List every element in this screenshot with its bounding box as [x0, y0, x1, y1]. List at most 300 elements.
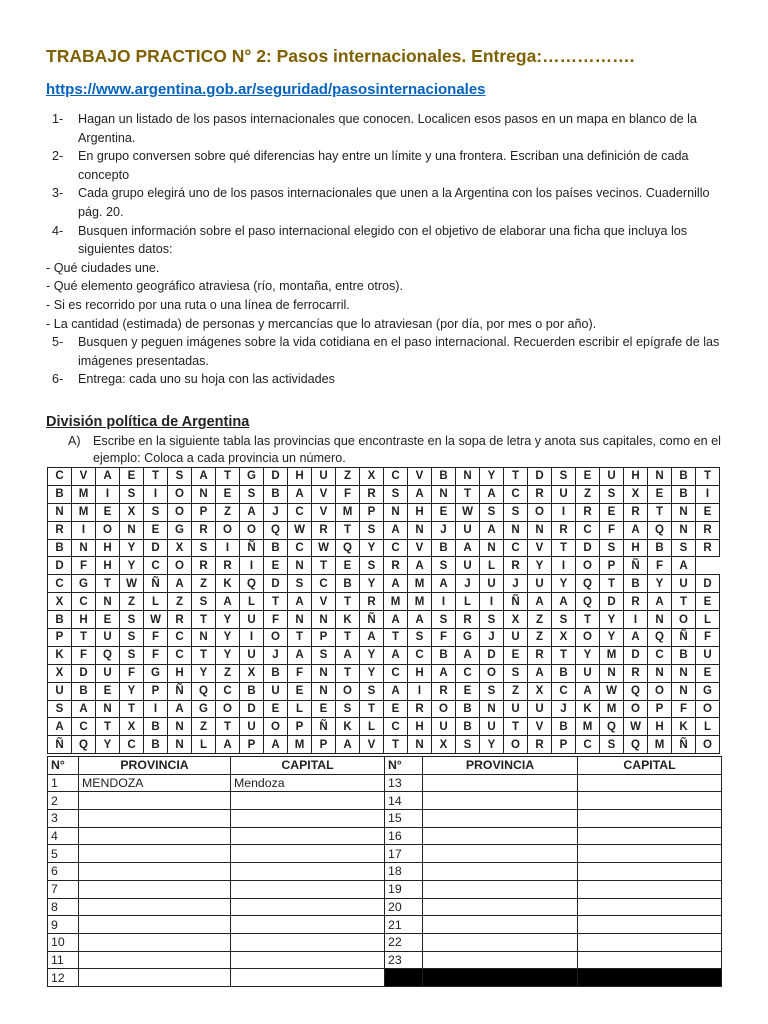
word-search-cell[interactable]: H [624, 468, 648, 486]
word-search-cell[interactable]: L [360, 718, 384, 736]
word-search-cell[interactable]: D [264, 575, 288, 593]
word-search-cell[interactable]: U [552, 485, 576, 503]
word-search-cell[interactable]: N [672, 521, 696, 539]
word-search-cell[interactable]: B [264, 664, 288, 682]
word-search-cell[interactable]: B [144, 736, 168, 754]
word-search-cell[interactable]: V [408, 468, 432, 486]
word-search-cell[interactable]: J [504, 575, 528, 593]
word-search-cell[interactable]: F [72, 557, 96, 575]
word-search-cell[interactable]: A [96, 468, 120, 486]
word-search-cell[interactable]: Ñ [168, 682, 192, 700]
word-search-cell[interactable]: Q [576, 593, 600, 611]
word-search-cell[interactable]: O [576, 557, 600, 575]
word-search-cell[interactable]: B [432, 646, 456, 664]
word-search-cell[interactable]: I [696, 485, 720, 503]
word-search-cell[interactable]: X [48, 593, 72, 611]
word-search-cell[interactable]: O [168, 557, 192, 575]
word-search-cell[interactable]: A [528, 664, 552, 682]
word-search-cell[interactable]: W [624, 718, 648, 736]
word-search-cell[interactable]: N [480, 539, 504, 557]
word-search-cell[interactable]: S [360, 557, 384, 575]
word-search-cell[interactable]: X [552, 629, 576, 647]
word-search-cell[interactable]: U [264, 682, 288, 700]
word-search-cell[interactable]: Q [648, 521, 672, 539]
word-search-cell[interactable]: Q [648, 629, 672, 647]
word-search-cell[interactable]: Y [216, 646, 240, 664]
word-search-cell[interactable]: E [456, 682, 480, 700]
word-search-cell[interactable]: I [72, 521, 96, 539]
word-search-cell[interactable]: Z [216, 503, 240, 521]
capital-cell[interactable] [578, 969, 722, 987]
word-search-cell[interactable]: A [264, 736, 288, 754]
word-search-cell[interactable]: W [456, 503, 480, 521]
word-search-cell[interactable]: F [648, 557, 672, 575]
word-search-cell[interactable]: T [216, 718, 240, 736]
word-search-cell[interactable]: V [312, 485, 336, 503]
word-search-cell[interactable]: S [600, 539, 624, 557]
word-search-cell[interactable]: V [528, 539, 552, 557]
word-search-cell[interactable]: C [144, 557, 168, 575]
word-search-cell[interactable]: E [432, 503, 456, 521]
provincia-cell[interactable] [79, 933, 231, 951]
word-search-cell[interactable]: F [264, 611, 288, 629]
word-search-cell[interactable]: C [384, 664, 408, 682]
word-search-cell[interactable]: E [312, 700, 336, 718]
word-search-cell[interactable]: C [312, 575, 336, 593]
word-search-cell[interactable]: D [144, 539, 168, 557]
word-search-cell[interactable]: A [168, 700, 192, 718]
word-search-cell[interactable]: A [216, 736, 240, 754]
word-search-cell[interactable]: N [288, 611, 312, 629]
word-search-cell[interactable]: U [240, 611, 264, 629]
word-search-cell[interactable]: S [408, 629, 432, 647]
word-search-cell[interactable]: H [408, 718, 432, 736]
word-search-cell[interactable]: P [144, 682, 168, 700]
word-search-cell[interactable]: S [552, 611, 576, 629]
provincia-cell[interactable] [423, 916, 578, 934]
word-search-cell[interactable]: U [96, 664, 120, 682]
word-search-cell[interactable]: O [576, 629, 600, 647]
provincia-cell[interactable] [79, 810, 231, 828]
word-search-cell[interactable]: V [312, 503, 336, 521]
word-search-cell[interactable]: T [336, 593, 360, 611]
word-search-cell[interactable]: S [192, 539, 216, 557]
word-search-cell[interactable]: A [408, 557, 432, 575]
word-search-cell[interactable]: T [192, 611, 216, 629]
word-search-cell[interactable]: T [336, 664, 360, 682]
word-search-cell[interactable]: Ñ [48, 736, 72, 754]
word-search-cell[interactable]: B [144, 718, 168, 736]
word-search-cell[interactable]: Q [600, 718, 624, 736]
word-search-cell[interactable]: U [456, 557, 480, 575]
capital-cell[interactable] [231, 827, 385, 845]
provincia-cell[interactable] [423, 969, 578, 987]
word-search-cell[interactable]: R [360, 593, 384, 611]
word-search-cell[interactable]: I [96, 485, 120, 503]
word-search-cell[interactable]: O [216, 700, 240, 718]
word-search-cell[interactable]: A [456, 646, 480, 664]
word-search-cell[interactable]: S [384, 485, 408, 503]
word-search-cell[interactable]: A [408, 611, 432, 629]
word-search-cell[interactable]: A [72, 700, 96, 718]
capital-cell[interactable] [578, 933, 722, 951]
word-search-cell[interactable]: W [288, 521, 312, 539]
word-search-cell[interactable]: U [504, 629, 528, 647]
word-search-cell[interactable]: I [624, 611, 648, 629]
word-search-cell[interactable]: N [456, 468, 480, 486]
word-search-cell[interactable]: P [288, 718, 312, 736]
word-search-cell[interactable]: L [696, 611, 720, 629]
word-search-cell[interactable]: N [648, 664, 672, 682]
word-search-cell[interactable]: S [120, 646, 144, 664]
word-search-cell[interactable]: R [552, 521, 576, 539]
word-search-cell[interactable]: O [480, 664, 504, 682]
word-search-cell[interactable]: Ñ [672, 629, 696, 647]
word-search-cell[interactable]: C [408, 646, 432, 664]
word-search-cell[interactable]: H [96, 557, 120, 575]
word-search-cell[interactable]: A [384, 646, 408, 664]
word-search-cell[interactable]: B [672, 468, 696, 486]
word-search-cell[interactable]: A [648, 593, 672, 611]
word-search-cell[interactable]: Q [336, 539, 360, 557]
word-search-cell[interactable]: J [264, 646, 288, 664]
word-search-cell[interactable]: V [360, 736, 384, 754]
word-search-cell[interactable]: T [96, 575, 120, 593]
word-search-cell[interactable]: Y [576, 646, 600, 664]
word-search-cell[interactable]: I [216, 539, 240, 557]
word-search-cell[interactable]: A [552, 593, 576, 611]
word-search-cell[interactable]: A [336, 736, 360, 754]
word-search-cell[interactable]: Y [600, 611, 624, 629]
word-search-cell[interactable]: T [120, 700, 144, 718]
provincia-cell[interactable] [423, 810, 578, 828]
provincia-cell[interactable] [79, 898, 231, 916]
word-search-cell[interactable]: Ñ [624, 557, 648, 575]
word-search-cell[interactable]: N [648, 468, 672, 486]
word-search-cell[interactable]: S [480, 611, 504, 629]
word-search-cell[interactable]: F [72, 646, 96, 664]
word-search-cell[interactable]: V [312, 593, 336, 611]
word-search-cell[interactable]: O [168, 503, 192, 521]
word-search-cell[interactable]: F [144, 646, 168, 664]
word-search-cell[interactable]: H [408, 503, 432, 521]
capital-cell[interactable] [231, 898, 385, 916]
word-search-cell[interactable]: B [456, 718, 480, 736]
word-search-cell[interactable]: B [432, 468, 456, 486]
word-search-cell[interactable]: Z [576, 485, 600, 503]
word-search-cell[interactable]: K [216, 575, 240, 593]
word-search-cell[interactable]: C [48, 468, 72, 486]
capital-cell[interactable] [578, 845, 722, 863]
provincia-cell[interactable] [423, 933, 578, 951]
word-search-cell[interactable]: N [288, 557, 312, 575]
word-search-cell[interactable]: I [240, 557, 264, 575]
word-search-cell[interactable]: Y [360, 575, 384, 593]
word-search-cell[interactable]: X [240, 664, 264, 682]
word-search-cell[interactable]: A [672, 557, 696, 575]
word-search-cell[interactable]: O [336, 682, 360, 700]
word-search-cell[interactable]: S [120, 485, 144, 503]
word-search-cell[interactable]: A [480, 485, 504, 503]
provincia-cell[interactable] [423, 898, 578, 916]
word-search-cell[interactable]: S [120, 611, 144, 629]
word-search-cell[interactable]: O [432, 700, 456, 718]
word-search-cell[interactable]: T [96, 718, 120, 736]
word-search-cell[interactable]: W [144, 611, 168, 629]
word-search-cell[interactable]: X [48, 664, 72, 682]
provincia-cell[interactable] [423, 863, 578, 881]
word-search-cell[interactable]: T [672, 593, 696, 611]
word-search-cell[interactable]: U [672, 575, 696, 593]
word-search-cell[interactable]: F [672, 700, 696, 718]
word-search-cell[interactable]: A [288, 593, 312, 611]
capital-cell[interactable] [578, 898, 722, 916]
word-search-cell[interactable]: V [72, 468, 96, 486]
word-search-cell[interactable]: R [312, 521, 336, 539]
word-search-cell[interactable]: O [648, 682, 672, 700]
word-search-cell[interactable]: Q [264, 521, 288, 539]
word-search-cell[interactable]: A [528, 593, 552, 611]
word-search-cell[interactable]: L [288, 700, 312, 718]
word-search-cell[interactable]: T [600, 575, 624, 593]
word-search-cell[interactable]: R [624, 503, 648, 521]
word-search-cell[interactable]: A [48, 718, 72, 736]
word-search-cell[interactable]: B [432, 539, 456, 557]
word-search-cell[interactable]: T [288, 629, 312, 647]
word-search-cell[interactable]: D [264, 468, 288, 486]
word-search-cell[interactable]: G [240, 468, 264, 486]
provincia-cell[interactable] [79, 880, 231, 898]
word-search-cell[interactable]: P [312, 629, 336, 647]
word-search-cell[interactable]: B [264, 485, 288, 503]
word-search-cell[interactable]: A [240, 503, 264, 521]
provincia-cell[interactable] [423, 845, 578, 863]
word-search-cell[interactable]: B [672, 485, 696, 503]
provincia-cell[interactable] [79, 863, 231, 881]
word-search-cell[interactable]: F [336, 485, 360, 503]
word-search-cell[interactable]: Q [72, 736, 96, 754]
word-search-cell[interactable]: O [504, 736, 528, 754]
word-search-cell[interactable]: E [696, 593, 720, 611]
word-search-cell[interactable]: P [240, 736, 264, 754]
capital-cell[interactable]: Mendoza [231, 774, 385, 792]
word-search-cell[interactable]: I [552, 503, 576, 521]
word-search-cell[interactable]: R [528, 646, 552, 664]
word-search-cell[interactable]: E [576, 468, 600, 486]
provincia-cell[interactable] [423, 792, 578, 810]
word-search-cell[interactable]: N [312, 664, 336, 682]
word-search-cell[interactable]: U [504, 700, 528, 718]
word-search-cell[interactable]: T [336, 629, 360, 647]
word-search-cell[interactable]: B [48, 539, 72, 557]
word-search-cell[interactable]: O [696, 700, 720, 718]
word-search-cell[interactable]: G [456, 629, 480, 647]
word-search-cell[interactable]: Z [168, 593, 192, 611]
word-search-cell[interactable]: E [144, 521, 168, 539]
word-search-cell[interactable]: J [264, 503, 288, 521]
word-search-cell[interactable]: S [432, 611, 456, 629]
word-search-cell[interactable]: A [432, 664, 456, 682]
word-search-cell[interactable]: Q [624, 736, 648, 754]
word-search-cell[interactable]: J [480, 629, 504, 647]
word-search-cell[interactable]: I [144, 485, 168, 503]
word-search-cell[interactable]: N [384, 503, 408, 521]
word-search-cell[interactable]: H [72, 611, 96, 629]
word-search-cell[interactable]: H [288, 468, 312, 486]
word-search-cell[interactable]: C [168, 629, 192, 647]
word-search-cell[interactable]: S [48, 700, 72, 718]
word-search-cell[interactable]: N [168, 736, 192, 754]
word-search-cell[interactable]: N [192, 485, 216, 503]
word-search-cell[interactable]: N [600, 664, 624, 682]
word-search-cell[interactable]: C [288, 539, 312, 557]
word-search-cell[interactable]: O [216, 521, 240, 539]
word-search-cell[interactable]: C [168, 646, 192, 664]
word-search-cell[interactable]: N [672, 503, 696, 521]
word-search-cell[interactable]: S [168, 468, 192, 486]
word-search-cell[interactable]: T [72, 629, 96, 647]
word-search-cell[interactable]: C [384, 468, 408, 486]
word-search-cell[interactable]: C [216, 682, 240, 700]
word-search-cell[interactable]: N [504, 521, 528, 539]
word-search-cell[interactable]: K [48, 646, 72, 664]
word-search-cell[interactable]: Y [216, 629, 240, 647]
word-search-cell[interactable]: R [504, 557, 528, 575]
word-search-cell[interactable]: T [384, 629, 408, 647]
word-search-cell[interactable]: S [336, 700, 360, 718]
word-search-cell[interactable]: Z [192, 718, 216, 736]
word-search-cell[interactable]: C [72, 593, 96, 611]
capital-cell[interactable] [231, 863, 385, 881]
word-search-cell[interactable]: Z [528, 611, 552, 629]
word-search-cell[interactable]: V [408, 539, 432, 557]
word-search-cell[interactable]: O [96, 521, 120, 539]
word-search-cell[interactable]: G [168, 521, 192, 539]
capital-cell[interactable] [578, 880, 722, 898]
capital-cell[interactable] [231, 969, 385, 987]
word-search-cell[interactable]: R [696, 539, 720, 557]
word-search-cell[interactable]: N [168, 718, 192, 736]
capital-cell[interactable] [578, 916, 722, 934]
capital-cell[interactable] [578, 774, 722, 792]
word-search-cell[interactable]: S [672, 539, 696, 557]
capital-cell[interactable] [231, 880, 385, 898]
word-search-cell[interactable]: C [552, 682, 576, 700]
word-search-cell[interactable]: E [696, 664, 720, 682]
word-search-cell[interactable]: C [288, 503, 312, 521]
word-search-cell[interactable]: U [240, 718, 264, 736]
word-search-cell[interactable]: R [192, 557, 216, 575]
word-search-cell[interactable]: Y [528, 557, 552, 575]
capital-cell[interactable] [231, 951, 385, 969]
word-search-cell[interactable]: T [384, 736, 408, 754]
word-search-cell[interactable]: O [264, 629, 288, 647]
word-search-cell[interactable]: A [432, 575, 456, 593]
word-search-cell[interactable]: Z [120, 593, 144, 611]
word-search-cell[interactable]: Q [192, 682, 216, 700]
word-search-cell[interactable]: T [312, 557, 336, 575]
word-search-cell[interactable]: Ñ [144, 575, 168, 593]
word-search-cell[interactable]: Y [480, 736, 504, 754]
word-search-cell[interactable]: M [336, 503, 360, 521]
provincia-cell[interactable]: MENDOZA [79, 774, 231, 792]
word-search-cell[interactable]: Z [216, 664, 240, 682]
word-search-cell[interactable]: R [360, 485, 384, 503]
word-search-cell[interactable]: G [72, 575, 96, 593]
word-search-cell[interactable]: A [384, 521, 408, 539]
word-search-cell[interactable]: R [624, 593, 648, 611]
source-link[interactable]: https://www.argentina.gob.ar/seguridad/pasosinternacionales [46, 81, 486, 98]
word-search-cell[interactable]: E [288, 682, 312, 700]
word-search-cell[interactable]: Y [192, 664, 216, 682]
word-search-cell[interactable]: G [192, 700, 216, 718]
word-search-cell[interactable]: S [480, 503, 504, 521]
word-search-cell[interactable]: I [408, 682, 432, 700]
word-search-cell[interactable]: F [696, 629, 720, 647]
word-search-cell[interactable]: C [72, 718, 96, 736]
word-search-cell[interactable]: R [624, 664, 648, 682]
word-search-cell[interactable]: T [264, 593, 288, 611]
provincia-cell[interactable] [79, 951, 231, 969]
word-search-cell[interactable]: S [360, 682, 384, 700]
word-search-cell[interactable]: L [456, 593, 480, 611]
word-search-cell[interactable]: L [240, 593, 264, 611]
word-search-cell[interactable]: Q [576, 575, 600, 593]
word-search-cell[interactable]: Y [480, 468, 504, 486]
provincia-cell[interactable] [79, 827, 231, 845]
word-search-cell[interactable]: M [288, 736, 312, 754]
word-search-cell[interactable]: F [288, 664, 312, 682]
word-search-cell[interactable]: R [528, 736, 552, 754]
word-search-cell[interactable]: D [480, 646, 504, 664]
word-search-cell[interactable]: E [384, 700, 408, 718]
word-search-cell[interactable]: X [120, 503, 144, 521]
word-search-cell[interactable]: R [192, 521, 216, 539]
word-search-cell[interactable]: I [552, 557, 576, 575]
word-search-cell[interactable]: U [240, 646, 264, 664]
word-search-cell[interactable]: M [648, 736, 672, 754]
word-search-cell[interactable]: T [144, 468, 168, 486]
word-search-cell[interactable]: C [384, 718, 408, 736]
word-search-cell[interactable]: O [624, 700, 648, 718]
word-search-cell[interactable]: R [48, 521, 72, 539]
word-search-cell[interactable]: T [696, 468, 720, 486]
word-search-cell[interactable]: H [408, 664, 432, 682]
capital-cell[interactable] [231, 792, 385, 810]
word-search-cell[interactable]: K [672, 718, 696, 736]
word-search-cell[interactable]: T [336, 521, 360, 539]
word-search-cell[interactable]: S [600, 485, 624, 503]
word-search-cell[interactable]: L [192, 736, 216, 754]
word-search-cell[interactable]: C [504, 539, 528, 557]
word-search-cell[interactable]: X [624, 485, 648, 503]
word-search-cell[interactable]: N [480, 700, 504, 718]
word-search-cell[interactable]: D [240, 700, 264, 718]
word-search-cell[interactable]: K [336, 718, 360, 736]
provincia-cell[interactable] [423, 774, 578, 792]
word-search-cell[interactable]: U [528, 575, 552, 593]
word-search-cell[interactable]: N [432, 485, 456, 503]
word-search-cell[interactable]: F [120, 664, 144, 682]
word-search-cell[interactable]: S [480, 682, 504, 700]
word-search-cell[interactable]: Y [216, 611, 240, 629]
word-search-cell[interactable]: B [240, 682, 264, 700]
word-search-cell[interactable]: L [696, 718, 720, 736]
word-search-cell[interactable]: V [528, 718, 552, 736]
word-search-cell[interactable]: P [312, 736, 336, 754]
word-search-cell[interactable]: S [144, 503, 168, 521]
word-search-cell[interactable]: A [384, 575, 408, 593]
